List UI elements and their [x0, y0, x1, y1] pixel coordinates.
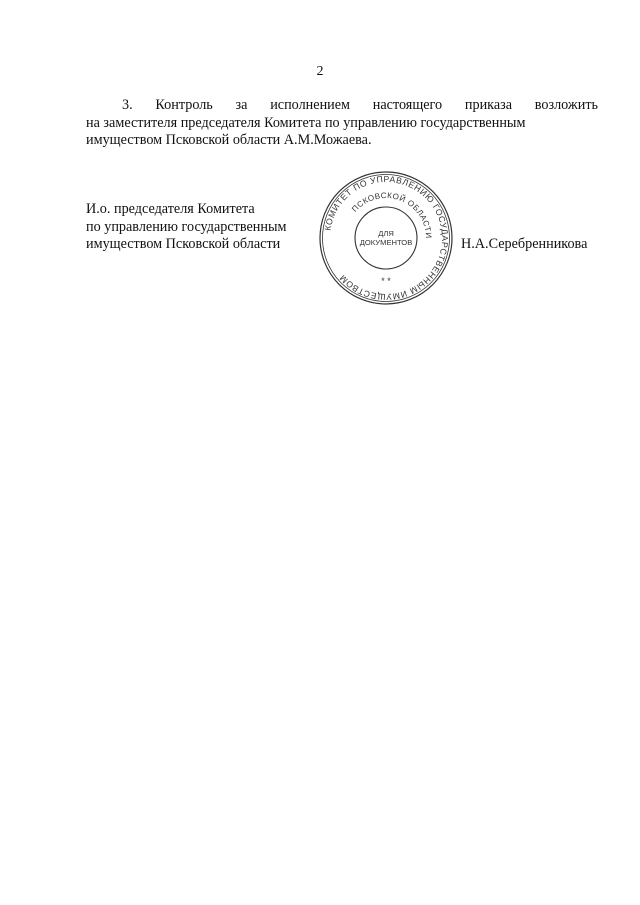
seal-outer-text: КОМИТЕТ ПО УПРАВЛЕНИЮ ГОСУДАРСТВЕННЫМ ИМУЩЕСТВОМ — [322, 173, 451, 303]
signer-position-line-3: имуществом Псковской области — [86, 236, 281, 252]
control-paragraph — [86, 97, 598, 150]
seal-center-line-1: ДЛЯ — [378, 229, 394, 238]
seal-graphic — [318, 170, 454, 306]
page-number: 2 — [316, 64, 324, 79]
signer-position-line-2: по управлению государственным — [86, 218, 287, 235]
signer-name: Н.А.Серебренникова — [461, 236, 588, 252]
seal-stars: * * — [381, 276, 391, 286]
paragraph-line-1: 3. Контроль за исполнением настоящего приказа возложить — [122, 97, 598, 113]
paragraph-line-3: имуществом Псковской области А.М.Можаева. — [86, 132, 372, 148]
signer-position — [86, 201, 326, 254]
official-seal — [318, 170, 454, 306]
paragraph-line-2: на заместителя председателя Комитета по управлению государственным — [86, 114, 526, 131]
signer-position-line-1: И.о. председателя Комитета — [86, 201, 255, 217]
seal-center-line-2: ДОКУМЕНТОВ — [359, 238, 413, 247]
seal-inner-text: ПСКОВСКОЙ ОБЛАСТИ — [350, 190, 434, 239]
